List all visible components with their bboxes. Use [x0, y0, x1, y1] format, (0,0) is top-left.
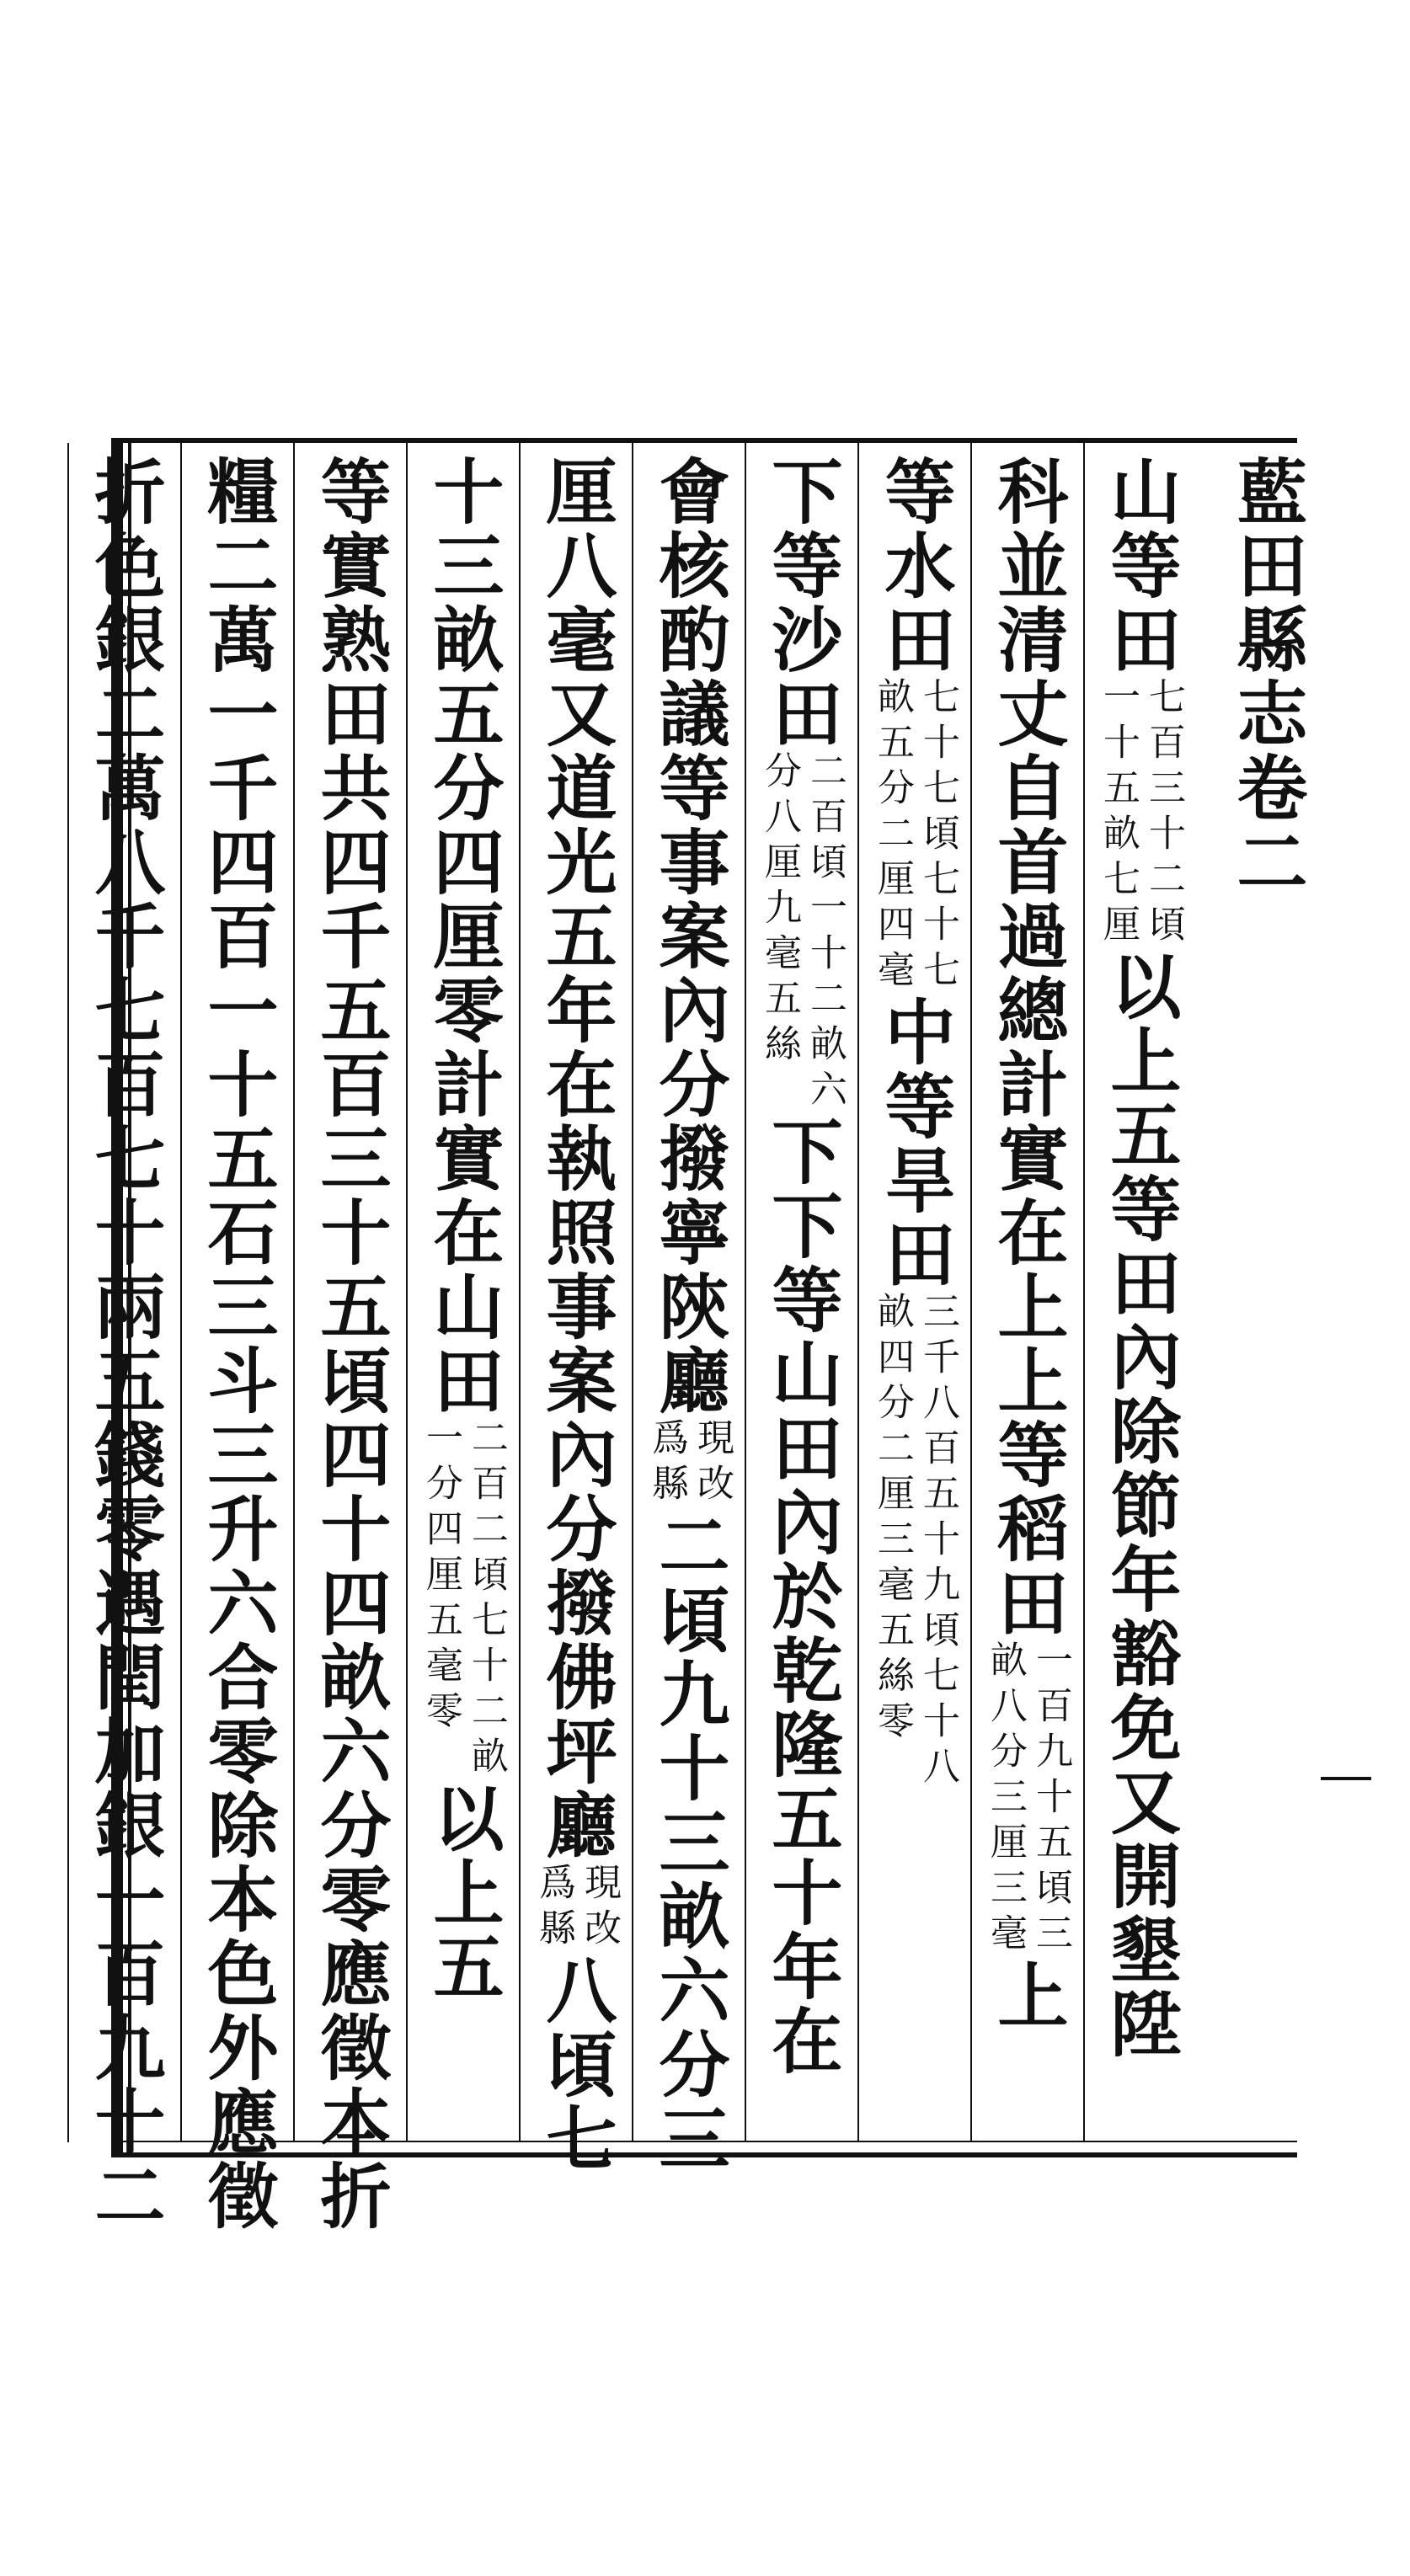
- text-column: [868, 455, 962, 2139]
- annotation-line: 畝八分三厘三毫: [984, 1640, 1027, 1959]
- annotation-line: 分八厘九毫五絲: [758, 751, 801, 1069]
- annotation-line: 現改: [691, 1418, 734, 1509]
- main-text: 厘八毫又道光五年在執照事案內分撥佛坪廳: [535, 455, 618, 1863]
- annotation-pair: [871, 1292, 959, 1792]
- text-column: [980, 455, 1075, 2139]
- annotation-line: 畝四分二厘三毫五絲零: [871, 1292, 914, 1747]
- main-text: 等水田: [873, 455, 957, 677]
- main-text: 科並清丈自首過總計實在上上等稻田: [986, 455, 1070, 1640]
- annotation-pair: [871, 677, 959, 995]
- main-text: 糧二萬一千四百一十五石三斗三升六合零除本色外應徵: [196, 455, 280, 2233]
- annotation-line: 七十七頃七十七: [916, 677, 959, 995]
- text-column: [642, 455, 736, 2176]
- column-divider: [857, 443, 859, 2142]
- text-column: [77, 455, 172, 2233]
- annotation-line: 爲縣: [645, 1418, 688, 1509]
- annotation-pair: [532, 1863, 621, 1954]
- column-divider: [293, 443, 295, 2142]
- annotation-pair: [758, 751, 847, 1115]
- annotation-line: 二百頃一十二畝六: [804, 751, 847, 1115]
- annotation-line: 七百三十二頃: [1142, 677, 1185, 950]
- text-column: [303, 455, 398, 2233]
- main-text: 下下等山田內於乾隆五十年在: [761, 1115, 844, 2078]
- main-text: 二頃九十三畝六分三: [648, 1509, 731, 2176]
- text-column: [190, 455, 285, 2233]
- annotation-pair: [419, 1418, 508, 1782]
- main-text: 等實熟田共四千五百三十五頃四十四畝六分零應徵本折: [309, 455, 393, 2233]
- annotation-pair: [645, 1418, 734, 1509]
- main-text: 十三畝五分四厘零計實在山田: [422, 455, 505, 1418]
- margin-volume-text: 卷二: [1226, 751, 1309, 899]
- annotation-line: 現改: [578, 1863, 621, 1954]
- main-text: 八頃七: [535, 1954, 618, 2176]
- annotation-line: 二百二頃七十二畝: [465, 1418, 508, 1782]
- main-text: 以上五等田內除節年豁免又開墾陞: [1099, 950, 1183, 2061]
- main-text: 上: [986, 1959, 1070, 2033]
- text-column: [755, 455, 849, 2139]
- text-column: [529, 455, 623, 2176]
- column-divider: [632, 443, 633, 2142]
- text-column: [416, 455, 510, 2139]
- text-column: [1093, 455, 1188, 2139]
- annotation-line: 三千八百五十九頃七十八: [916, 1292, 959, 1792]
- main-text: 會核酌議等事案內分撥寧陝廳: [648, 455, 731, 1418]
- column-divider: [1083, 443, 1085, 2142]
- column-divider: [519, 443, 521, 2142]
- main-text: 以上五: [422, 1782, 505, 2004]
- margin-title-text: 藍田縣志: [1226, 455, 1309, 751]
- annotation-line: 一分四厘五毫零: [419, 1418, 462, 1736]
- margin-title: [1216, 455, 1318, 899]
- main-text: 下等沙田: [761, 455, 844, 751]
- annotation-pair: [984, 1640, 1072, 1959]
- column-divider: [406, 443, 408, 2142]
- annotation-line: 爲縣: [532, 1863, 575, 1954]
- annotation-line: 畝五分二厘四毫: [871, 677, 914, 995]
- main-text: 折色銀二萬八千七百七十兩五錢零遇閏加銀一百九十二: [83, 455, 167, 2233]
- column-divider: [745, 443, 746, 2142]
- main-text: 中等旱田: [873, 995, 957, 1292]
- column-divider: [180, 443, 182, 2142]
- column-divider: [67, 443, 69, 2142]
- annotation-line: 一百九十五頃三: [1029, 1640, 1072, 1959]
- column-divider: [970, 443, 972, 2142]
- annotation-line: 一十五畝七厘: [1097, 677, 1140, 950]
- annotation-pair: [1097, 677, 1185, 950]
- main-text: 山等田: [1099, 455, 1183, 677]
- frame-top-rule: [111, 438, 1297, 443]
